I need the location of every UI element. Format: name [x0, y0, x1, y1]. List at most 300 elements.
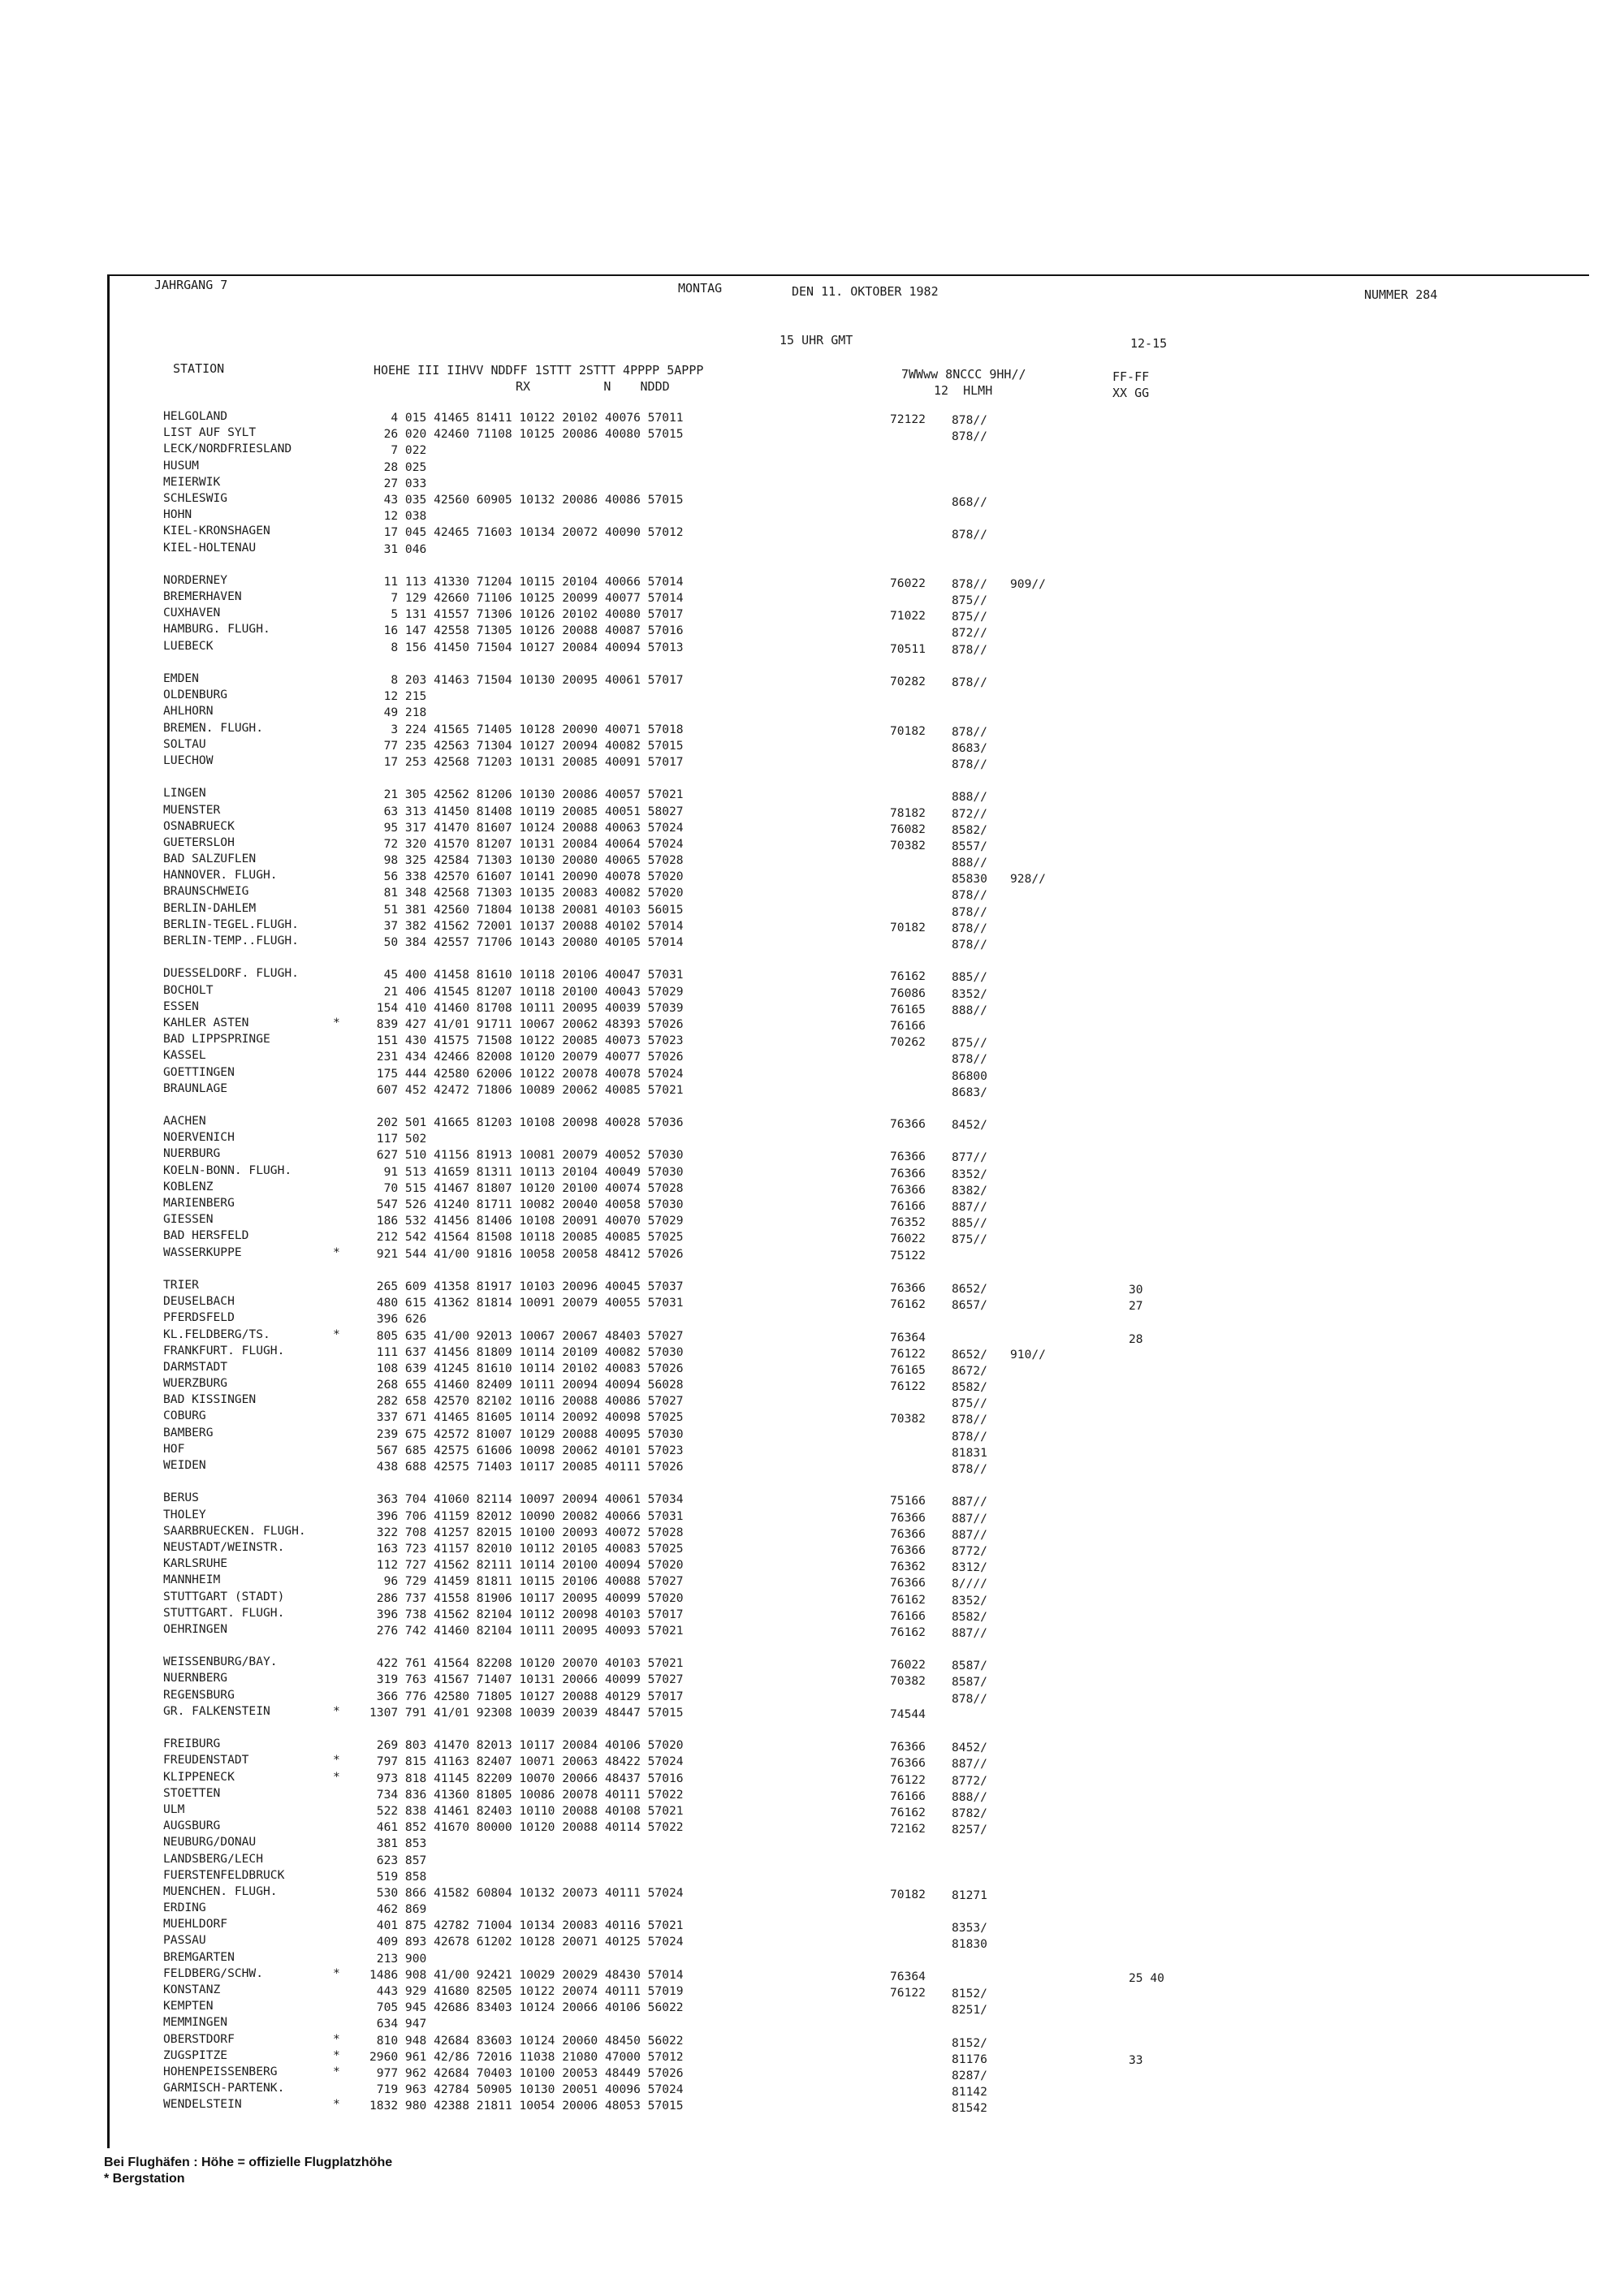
time-label: 15 UHR GMT	[780, 333, 853, 347]
station-name: ULM	[163, 1802, 185, 1816]
group-spacer	[890, 1641, 926, 1657]
station-name: OLDENBURG	[163, 688, 228, 702]
group-spacer	[369, 656, 684, 672]
group-spacer	[163, 1097, 306, 1113]
station-name: SAARBRUECKEN. FLUGH.	[163, 1523, 306, 1538]
cloud-group	[952, 511, 987, 527]
group9-value	[1010, 544, 1046, 560]
weather-group: 76366	[890, 1756, 926, 1771]
weather-group: 70282	[890, 675, 926, 688]
cloud-group: 888//	[952, 790, 987, 805]
station-name: KL.FELDBERG/TS.	[163, 1327, 270, 1341]
wind-peak	[1129, 626, 1164, 642]
synop-data: 268 655 41460 82409 10111 20094 40094 56028	[369, 1378, 684, 1392]
group9-value	[1010, 1117, 1046, 1133]
station-name: WUERZBURG	[163, 1376, 228, 1391]
mountain-marker	[333, 1867, 340, 1884]
mountain-marker	[333, 1310, 340, 1326]
synop-data: 43 035 42560 60905 10132 20086 40086 57015	[369, 492, 684, 507]
wind-peak	[1129, 1987, 1164, 2003]
cloud-group: 8312/	[952, 1560, 987, 1575]
group-spacer	[952, 560, 987, 576]
wind-peak-column	[1129, 413, 1164, 2118]
station-name: BERLIN-TEMP..FLUGH.	[163, 934, 299, 947]
weather-group: 76122	[890, 1379, 926, 1394]
station-name: TRIER	[163, 1277, 199, 1292]
wind-peak	[1129, 1544, 1164, 1560]
group9-column	[1010, 412, 1046, 2117]
cloud-group: 888//	[952, 1789, 987, 1804]
weather-group: 76162	[890, 969, 926, 984]
cloud-group: 8652/	[952, 1281, 987, 1296]
group-spacer	[890, 772, 926, 788]
station-name: CUXHAVEN	[163, 606, 221, 620]
station-name: NUERBURG	[163, 1146, 221, 1161]
synop-data: 438 688 42575 71403 10117 20085 40111 57026	[369, 1460, 684, 1474]
group-spacer	[369, 1098, 684, 1115]
cloud-group: 8352/	[952, 1593, 987, 1608]
cloud-group	[952, 1707, 987, 1724]
wind-peak	[1129, 593, 1164, 610]
synop-data: 95 317 41470 81607 10124 20088 40063 57024	[369, 820, 684, 835]
group-spacer	[369, 558, 684, 574]
wind-peak	[1129, 905, 1164, 921]
mountain-marker	[333, 1211, 340, 1228]
weather-group: 76122	[890, 1986, 926, 2000]
synop-data: 322 708 41257 82015 10100 20093 40072 57028	[369, 1525, 684, 1539]
group9-value	[1010, 1527, 1046, 1543]
code-heading-3: 7WWww 8NCCC 9HH//	[901, 367, 1026, 382]
wind-peak	[1129, 1020, 1164, 1036]
group9-value	[1010, 1806, 1046, 1822]
wind-peak	[1129, 807, 1164, 823]
weather-group	[890, 2018, 926, 2034]
group-spacer	[890, 952, 926, 969]
synop-data: 26 020 42460 71108 10125 20086 40080 57015	[369, 427, 684, 442]
mountain-marker	[333, 1228, 340, 1244]
group-spacer	[369, 1639, 684, 1655]
nummer-label: NUMMER 284	[1364, 287, 1438, 302]
synop-data: 91 513 41659 81311 10113 20104 40049 57030	[369, 1164, 684, 1179]
synop-data: 175 444 42580 62006 10122 20078 40078 57024	[369, 1066, 684, 1081]
wind-peak	[1129, 1495, 1164, 1511]
weather-group: 76086	[890, 986, 926, 1000]
station-name: KOELN-BONN. FLUGH.	[163, 1163, 292, 1177]
wind-peak	[1129, 1085, 1164, 1102]
station-name: MEMMINGEN	[163, 2015, 228, 2030]
mountain-marker	[333, 1589, 340, 1605]
group9-value	[1010, 1986, 1046, 2002]
group9-value	[1010, 1297, 1046, 1314]
weather-group: 74544	[890, 1707, 926, 1721]
mountain-marker	[333, 2080, 340, 2096]
station-heading: STATION	[173, 361, 225, 376]
synop-data: 337 671 41465 81605 10114 20092 40098 57025	[369, 1410, 684, 1425]
station-name: HAMBURG. FLUGH.	[163, 622, 270, 637]
group9-value	[1010, 1331, 1046, 1347]
cloud-group: 81542	[952, 2101, 987, 2116]
weather-group: 76366	[890, 1280, 926, 1295]
cloud-group: 887//	[952, 1625, 987, 1640]
wind-peak	[1129, 1396, 1164, 1413]
group9-value	[1010, 1560, 1046, 1576]
synop-data: 186 532 41456 81406 10108 20091 40070 57029	[369, 1214, 684, 1228]
group9-value	[1010, 1674, 1046, 1690]
synop-data: 634 947	[369, 2017, 427, 2031]
wind-peak	[1129, 1888, 1164, 1905]
synop-data: 12 038	[369, 509, 427, 524]
wind-peak	[1129, 1790, 1164, 1806]
synop-data: 973 818 41145 82209 10070 20066 48437 57016	[369, 1771, 684, 1785]
weather-group	[890, 690, 926, 706]
cloud-group: 875//	[952, 1396, 987, 1411]
mountain-marker	[333, 572, 340, 589]
wind-peak	[1129, 970, 1164, 986]
group9-value	[1010, 1609, 1046, 1625]
mountain-marker	[333, 1572, 340, 1588]
mountain-marker	[333, 441, 340, 457]
synop-data: 734 836 41360 81805 10086 20078 40111 57022	[369, 1787, 684, 1802]
station-name: MUENCHEN. FLUGH.	[163, 1884, 278, 1898]
weather-group: 76122	[890, 1772, 926, 1787]
weather-group	[890, 444, 926, 460]
cloud-group: 8587/	[952, 1675, 987, 1690]
synop-data: 231 434 42466 82008 10120 20079 40077 57026	[369, 1050, 684, 1064]
group-spacer	[333, 1097, 340, 1113]
mountain-marker	[333, 638, 340, 654]
mountain-marker	[333, 867, 340, 883]
group9-value	[1010, 593, 1046, 609]
weather-group: 76022	[890, 576, 926, 590]
group9-value	[1010, 1068, 1046, 1085]
mountain-marker	[333, 1556, 340, 1572]
station-name: FREUDENSTADT	[163, 1753, 249, 1767]
synop-data: 519 858	[369, 1869, 427, 1884]
weather-group: 76366	[890, 1526, 926, 1541]
wind-peak	[1129, 725, 1164, 741]
wind-peak	[1129, 1921, 1164, 1937]
group-spacer	[163, 1638, 306, 1654]
wind-peak	[1129, 2003, 1164, 2019]
station-name: GARMISCH-PARTENK.	[163, 2081, 285, 2095]
cloud-group: 875//	[952, 1232, 987, 1247]
synop-data: 282 658 42570 82102 10116 20088 40086 57027	[369, 1394, 684, 1409]
cloud-group	[952, 1331, 987, 1347]
station-name: BERLIN-DAHLEM	[163, 900, 257, 915]
group9-value	[1010, 1429, 1046, 1445]
cloud-group: 8557/	[952, 839, 987, 853]
synop-data: 461 852 41670 80000 10120 20088 40114 57022	[369, 1820, 684, 1835]
station-name: WASSERKUPPE	[163, 1245, 242, 1259]
group9-value	[1010, 642, 1046, 658]
ff-heading-2: XX GG	[1112, 386, 1150, 400]
cloud-group: 885//	[952, 1216, 987, 1231]
station-name: HANNOVER. FLUGH.	[163, 868, 278, 883]
mountain-marker: *	[333, 1769, 340, 1784]
synop-data: 1486 908 41/00 92421 10029 20029 48430 57014	[369, 1967, 684, 1982]
weather-group	[890, 2100, 926, 2116]
mountain-marker	[333, 523, 340, 539]
group9-value	[1010, 1904, 1046, 1920]
synop-data: 480 615 41362 81814 10091 20079 40055 57031	[369, 1296, 684, 1310]
station-name: HOF	[163, 1441, 185, 1456]
weather-group: 76366	[890, 1510, 926, 1525]
group9-value	[1010, 1658, 1046, 1674]
weather-group	[890, 494, 926, 510]
weekday-label: MONTAG	[678, 281, 723, 296]
group9-value	[1010, 1133, 1046, 1150]
group9-value	[1010, 1953, 1046, 1970]
synop-data: 401 875 42782 71004 10134 20083 40116 57021	[369, 1918, 684, 1933]
station-name: SOLTAU	[163, 736, 206, 751]
mountain-marker	[333, 1900, 340, 1916]
group-spacer	[163, 654, 306, 671]
wind-peak	[1129, 692, 1164, 708]
cloud-group: 8251/	[952, 2003, 987, 2018]
weather-group	[890, 1871, 926, 1887]
wind-peak	[1129, 1954, 1164, 1970]
station-name: BAD LIPPSPRINGE	[163, 1032, 270, 1047]
wind-peak	[1129, 1937, 1164, 1953]
station-name: GUETERSLOH	[163, 835, 235, 849]
cloud-group: 868//	[952, 494, 987, 509]
station-name: LINGEN	[163, 786, 206, 801]
weather-group	[890, 1854, 926, 1871]
cloud-group: 8353/	[952, 1921, 987, 1936]
weather-group	[890, 2051, 926, 2067]
synop-data: 111 637 41456 81809 10114 20109 40082 57030	[369, 1344, 684, 1359]
cloud-group: 887//	[952, 1527, 987, 1542]
weather-group	[890, 1313, 926, 1329]
weather-group	[890, 1936, 926, 1952]
weather-group: 76366	[890, 1166, 926, 1180]
cloud-group: 877//	[952, 1150, 987, 1165]
weather-group: 76364	[890, 1330, 926, 1344]
group9-value	[1010, 1232, 1046, 1248]
station-name: NEUSTADT/WEINSTR.	[163, 1539, 285, 1554]
mountain-marker	[333, 1949, 340, 1966]
wind-peak	[1129, 1462, 1164, 1478]
synop-data: 7 022	[369, 443, 427, 458]
station-column	[163, 408, 306, 2113]
weather-group: 76352	[890, 1215, 926, 1230]
cloud-group: 81176	[952, 2052, 987, 2066]
group9-value	[1010, 921, 1046, 937]
weather-group	[890, 854, 926, 870]
wind-peak	[1129, 1626, 1164, 1642]
synop-data: 977 962 42684 70403 10100 20053 48449 57026	[369, 2065, 684, 2080]
cloud-group: 8772/	[952, 1543, 987, 1558]
cloud-group: 8382/	[952, 1183, 987, 1198]
wind-peak	[1129, 1118, 1164, 1134]
group9-value	[1010, 1412, 1046, 1428]
synop-data: 70 515 41467 81807 10120 20100 40074 57028	[369, 1180, 684, 1195]
cloud-group: 878//	[952, 724, 987, 739]
synop-data: 45 400 41458 81610 10118 20106 40047 57031	[369, 968, 684, 982]
wind-peak	[1129, 1200, 1164, 1216]
station-name: MANNHEIM	[163, 1573, 221, 1587]
cloud-group: 875//	[952, 593, 987, 608]
group9-value	[1010, 887, 1046, 904]
synop-data: 705 945 42686 83403 10124 20066 40106 56022	[369, 2000, 684, 2015]
group9-value	[1010, 986, 1046, 1003]
wind-peak	[1129, 1184, 1164, 1200]
cloud-group: 8////	[952, 1577, 987, 1591]
cloud-group: 878//	[952, 429, 987, 444]
group-spacer	[1129, 1102, 1164, 1118]
weather-group: 70182	[890, 920, 926, 934]
group-spacer	[1010, 773, 1046, 789]
group9-value	[1010, 740, 1046, 757]
weather-group: 76366	[890, 1576, 926, 1590]
wind-peak	[1129, 2069, 1164, 2085]
group9-value	[1010, 1183, 1046, 1199]
wind-peak	[1129, 1905, 1164, 1921]
station-name: BERLIN-TEGEL.FLUGH.	[163, 917, 299, 931]
ff-heading-1: FF-FF	[1112, 369, 1150, 384]
station-name: BOCHOLT	[163, 982, 214, 997]
wind-peak	[1129, 839, 1164, 856]
wind-peak	[1129, 1577, 1164, 1593]
weather-group	[890, 477, 926, 494]
footnote-mountain: * Bergstation	[104, 2172, 185, 2186]
cloud-group	[952, 1019, 987, 1035]
synop-data: 1832 980 42388 21811 10054 20006 48053 57015	[369, 2099, 684, 2113]
mountain-marker	[333, 589, 340, 605]
station-name: KAHLER ASTEN	[163, 1015, 249, 1029]
station-name: BERUS	[163, 1491, 199, 1505]
cloud-group	[952, 1871, 987, 1888]
synop-data: 5 131 41557 71306 10126 20102 40080 57017	[369, 607, 684, 622]
cloud-group-column	[952, 412, 987, 2117]
mountain-marker	[333, 851, 340, 867]
group-spacer	[1129, 1642, 1164, 1659]
station-name: MEIERWIK	[163, 474, 221, 489]
cloud-group: 885//	[952, 970, 987, 985]
cloud-group: 878//	[952, 642, 987, 657]
group9-value	[1010, 855, 1046, 871]
mountain-marker	[333, 605, 340, 621]
weather-group: 76162	[890, 1805, 926, 1819]
mountain-marker	[333, 785, 340, 801]
group-spacer	[333, 1638, 340, 1654]
station-name: WEISSENBURG/BAY.	[163, 1655, 278, 1669]
mountain-marker: *	[333, 1015, 340, 1029]
weather-group	[890, 526, 926, 542]
cloud-group	[952, 1838, 987, 1854]
wind-peak	[1129, 1839, 1164, 1855]
synop-data: 396 706 41159 82012 10090 20082 40066 57031	[369, 1508, 684, 1523]
cloud-group: 887//	[952, 1495, 987, 1509]
weather-group: 75122	[890, 1248, 926, 1262]
station-name: BAD HERSFELD	[163, 1228, 249, 1243]
mountain-marker	[333, 933, 340, 949]
weather-group	[890, 461, 926, 477]
cloud-group: 8452/	[952, 1741, 987, 1755]
synop-data: 366 776 42580 71805 10127 20088 40129 57017	[369, 1689, 684, 1703]
wind-peak	[1129, 479, 1164, 495]
group9-value	[1010, 822, 1046, 839]
group-spacer	[952, 658, 987, 675]
cloud-group: 888//	[952, 856, 987, 870]
synop-data: 37 382 41562 72001 10137 20088 40102 57014	[369, 918, 684, 933]
date-label: DEN 11. OKTOBER 1982	[792, 284, 939, 299]
synop-data: 154 410 41460 81708 10111 20095 40039 57039	[369, 1000, 684, 1015]
mountain-marker	[333, 736, 340, 753]
cloud-group: 8582/	[952, 1380, 987, 1395]
synop-data: 422 761 41564 82208 10120 20070 40103 57021	[369, 1656, 684, 1671]
mountain-marker: *	[333, 1966, 340, 1980]
station-name: EMDEN	[163, 671, 199, 685]
wind-peak	[1129, 1036, 1164, 1052]
mountain-marker	[333, 753, 340, 769]
wind-peak: 25 40	[1129, 1970, 1164, 1985]
station-name: NUERNBERG	[163, 1671, 228, 1685]
weather-group: 76022	[890, 1658, 926, 1672]
weather-group	[890, 1428, 926, 1444]
cloud-group: 81271	[952, 1888, 987, 1902]
wind-peak	[1129, 741, 1164, 757]
wind-peak	[1129, 1348, 1164, 1364]
wind-peak	[1129, 708, 1164, 724]
group-spacer	[1010, 1642, 1046, 1658]
weather-group: 76166	[890, 1018, 926, 1033]
group9-value	[1010, 1936, 1046, 1953]
weather-group: 76165	[890, 1002, 926, 1016]
weather-group	[890, 756, 926, 772]
mountain-marker	[333, 1425, 340, 1441]
group9-value	[1010, 1396, 1046, 1412]
mountain-marker: *	[333, 1245, 340, 1259]
synop-data: 49 218	[369, 706, 427, 720]
cloud-group: 878//	[952, 1052, 987, 1067]
wind-peak	[1129, 429, 1164, 446]
weather-group: 72162	[890, 1822, 926, 1836]
synop-data: 381 853	[369, 1836, 427, 1851]
mountain-marker	[333, 1490, 340, 1506]
weather-group	[890, 1084, 926, 1100]
group9-value	[1010, 1249, 1046, 1265]
group9-value	[1010, 969, 1046, 986]
wind-peak	[1129, 856, 1164, 872]
cloud-group: 878//	[952, 576, 987, 591]
synop-data: 3 224 41565 71405 10128 20090 40071 57018	[369, 722, 684, 736]
weather-group: 76166	[890, 1608, 926, 1623]
group9-value	[1010, 675, 1046, 691]
weather-group	[890, 2067, 926, 2083]
wind-peak	[1129, 610, 1164, 626]
mountain-marker	[333, 507, 340, 523]
station-name: BAD SALZUFLEN	[163, 852, 257, 866]
group-spacer	[333, 1474, 340, 1490]
cloud-group: 8587/	[952, 1659, 987, 1673]
group-spacer	[1010, 658, 1046, 675]
wind-peak	[1129, 790, 1164, 806]
mountain-marker	[333, 982, 340, 999]
mountain-marker	[333, 883, 340, 900]
station-name: NEUBURG/DONAU	[163, 1835, 257, 1849]
synop-data: 50 384 42557 71706 10143 20080 40105 57014	[369, 935, 684, 949]
synop-data: 72 320 41570 81207 10131 20084 40064 57024	[369, 836, 684, 851]
station-name: ZUGSPITZE	[163, 2048, 228, 2062]
mountain-marker	[333, 1539, 340, 1556]
synop-data: 117 502	[369, 1132, 427, 1146]
group-spacer	[333, 769, 340, 785]
group-spacer	[952, 1724, 987, 1740]
cloud-group: 887//	[952, 1757, 987, 1772]
station-name: STUTTGART (STADT)	[163, 1589, 285, 1603]
group9-value	[1010, 1543, 1046, 1560]
